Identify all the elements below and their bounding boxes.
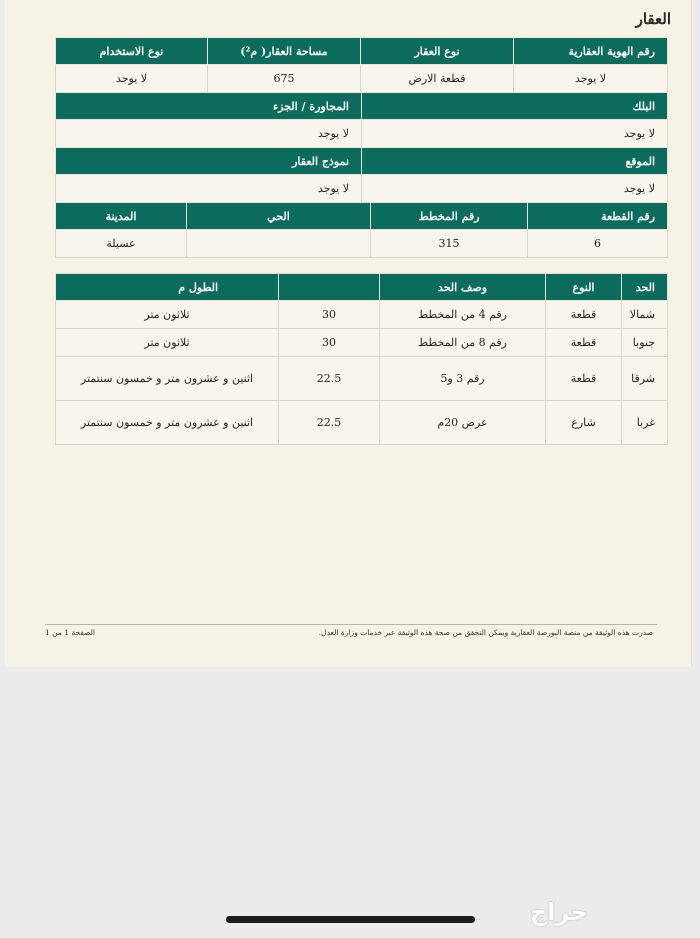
value-property-area: 675: [208, 65, 361, 93]
boundary-length-number: 30: [279, 301, 380, 329]
value-neighborhood-part: لا يوجد: [56, 120, 362, 148]
boundary-side: شمالا: [622, 301, 668, 329]
header-length-number: [279, 274, 380, 301]
boundary-side: جنوبا: [622, 329, 668, 357]
home-indicator[interactable]: [226, 916, 475, 923]
boundary-side: غربا: [622, 401, 668, 445]
header-plan-number: رقم المخطط: [371, 203, 528, 230]
value-location: لا يوجد: [362, 175, 668, 203]
boundary-type: قطعة: [546, 357, 622, 401]
value-city: عسيلة: [56, 230, 187, 258]
value-property-type: قطعة الارض: [361, 65, 514, 93]
boundary-description: رقم 8 من المخطط: [380, 329, 546, 357]
value-usage-type: لا يوجد: [56, 65, 208, 93]
header-property-id: رقم الهوية العقارية: [514, 38, 668, 65]
site-watermark: حراج: [530, 898, 588, 926]
boundary-length-words: ثلاثون متر: [56, 329, 279, 357]
boundary-length-number: 22.5: [279, 357, 380, 401]
header-usage-type: نوع الاستخدام: [56, 38, 208, 65]
header-neighborhood-part: المجاورة / الجزء: [56, 93, 362, 120]
header-location: الموقع: [362, 148, 668, 175]
header-property-model: نموذج العقار: [56, 148, 362, 175]
header-boundary-description: وصف الحد: [380, 274, 546, 301]
boundary-type: شارع: [546, 401, 622, 445]
boundary-length-number: 30: [279, 329, 380, 357]
block-table: [55, 92, 668, 148]
location-table: [55, 147, 668, 203]
header-plot-number: رقم القطعة: [528, 203, 668, 230]
plot-table: [55, 202, 668, 258]
section-title: العقار: [635, 10, 671, 28]
boundary-length-words: اثنين و عشرون متر و خمسون سنتمتر: [56, 357, 279, 401]
header-district: الحي: [187, 203, 371, 230]
boundary-side: شرقا: [622, 357, 668, 401]
value-district: [187, 230, 371, 258]
boundary-description: رقم 4 من المخطط: [380, 301, 546, 329]
boundary-description: عرض 20م: [380, 401, 546, 445]
value-property-model: لا يوجد: [56, 175, 362, 203]
header-boundary: الحد: [622, 274, 668, 301]
header-property-area: مساحة العقار( م²): [208, 38, 361, 65]
header-boundary-type: النوع: [546, 274, 622, 301]
header-length: الطول م: [56, 274, 279, 301]
value-block: لا يوجد: [362, 120, 668, 148]
header-city: المدينة: [56, 203, 187, 230]
footer-divider: [45, 624, 657, 625]
footer-note: صدرت هذه الوثيقة من منصة البورصة العقارية ويمكن التحقق من صحة هذه الوثيقة عبر خدمات وزارة العدل.: [318, 628, 653, 637]
boundary-length-number: 22.5: [279, 401, 380, 445]
value-plot-number: 6: [528, 230, 668, 258]
boundary-length-words: اثنين و عشرون متر و خمسون سنتمتر: [56, 401, 279, 445]
boundary-type: قطعة: [546, 301, 622, 329]
boundary-type: قطعة: [546, 329, 622, 357]
value-plan-number: 315: [371, 230, 528, 258]
boundary-length-words: ثلاثون متر: [56, 301, 279, 329]
property-info-table: [55, 37, 668, 93]
header-property-type: نوع العقار: [361, 38, 514, 65]
boundaries-table: [55, 273, 668, 445]
header-block: البلك: [362, 93, 668, 120]
boundary-description: رقم 3 و5: [380, 357, 546, 401]
page-number: الصفحة 1 من 1: [45, 628, 95, 637]
value-property-id: لا يوجد: [514, 65, 668, 93]
document-page: [5, 0, 692, 667]
